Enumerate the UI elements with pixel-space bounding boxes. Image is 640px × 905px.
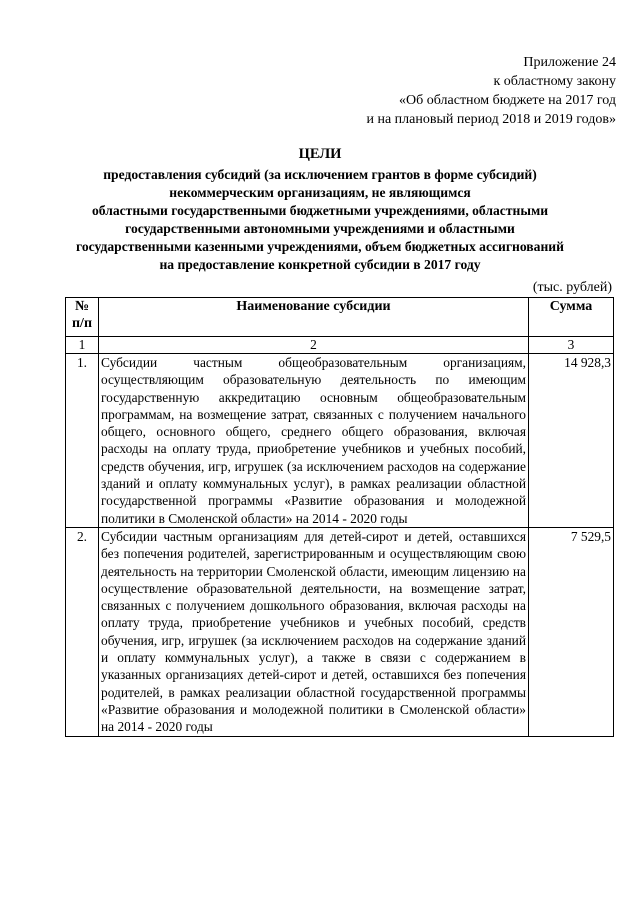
index-cell: 2: [99, 337, 529, 354]
title-line: государственными автономными учреждениями и областными: [125, 221, 515, 236]
table-header-row: [66, 298, 614, 337]
title-line: некоммерческим организациям, не являющимся: [169, 185, 471, 200]
row-num: 2.: [66, 527, 99, 736]
document-title: [0, 145, 640, 274]
index-cell: 3: [529, 337, 614, 354]
row-name: Субсидии частным организациям для детей-сирот и детей, оставшихся без попечения родителей, зарегистрированным и осуществляющим свою деятельность на территории Смоленской области, имеющим лицензию на осуществление образовательной деятельности, на возмещение затрат, связанных с получением дошкольного образования, включая расходы на оплату труда, приобретение учебников и учебных пособий, средств обучения, игр, игрушек (за исключением расходов на содержание зданий и оплату коммунальных услуг), а также в связи с содержанием в указанных организациях детей-сирот и детей, оставшихся без попечения родителей, в рамках реализации областной государственной программы «Развитие образования и молодежной политики в Смоленской области» на 2014 - 2020 годы: [99, 527, 529, 736]
appendix-line: Приложение 24: [523, 55, 616, 70]
row-sum: 14 928,3: [529, 354, 614, 528]
row-sum: 7 529,5: [529, 527, 614, 736]
appendix-line: к областному закону: [493, 74, 616, 89]
title-line: на предоставление конкретной субсидии в 2017 году: [159, 257, 481, 272]
title-line: областными государственными бюджетными учреждениями, областными: [91, 203, 549, 218]
subsidies-table: [65, 297, 614, 737]
header-num: № п/п: [66, 298, 99, 337]
units-label: (тыс. рублей): [532, 280, 612, 295]
appendix-line: «Об областном бюджете на 2017 год: [399, 93, 616, 108]
title-main: ЦЕЛИ: [298, 146, 342, 162]
table-row: [66, 527, 614, 736]
table-index-row: [66, 337, 614, 354]
row-name: Субсидии частным общеобразовательным организациям, осуществляющим образовательную деятельность по имеющим государственную аккредитацию основным общеобразовательным программам, на возмещение затрат, связанных с получением начального общего, основного общего, среднего общего образования, включая расходы на оплату труда, приобретение учебников и учебных пособий, средств обучения, игр, игрушек (за исключением расходов на содержание зданий и оплату коммунальных услуг), в рамках реализации областной государственной программы «Развитие образования и молодежной политики в Смоленской области» на 2014 - 2020 годы: [99, 354, 529, 528]
table-row: [66, 354, 614, 528]
header-name: Наименование субсидии: [99, 298, 529, 337]
appendix-header: [366, 53, 616, 129]
title-line: государственными казенными учреждениями, объем бюджетных ассигнований: [76, 239, 564, 254]
appendix-line: и на плановый период 2018 и 2019 годов»: [366, 112, 616, 127]
title-line: предоставления субсидий (за исключением грантов в форме субсидий): [103, 167, 537, 182]
header-sum: Сумма: [529, 298, 614, 337]
row-num: 1.: [66, 354, 99, 528]
index-cell: 1: [66, 337, 99, 354]
